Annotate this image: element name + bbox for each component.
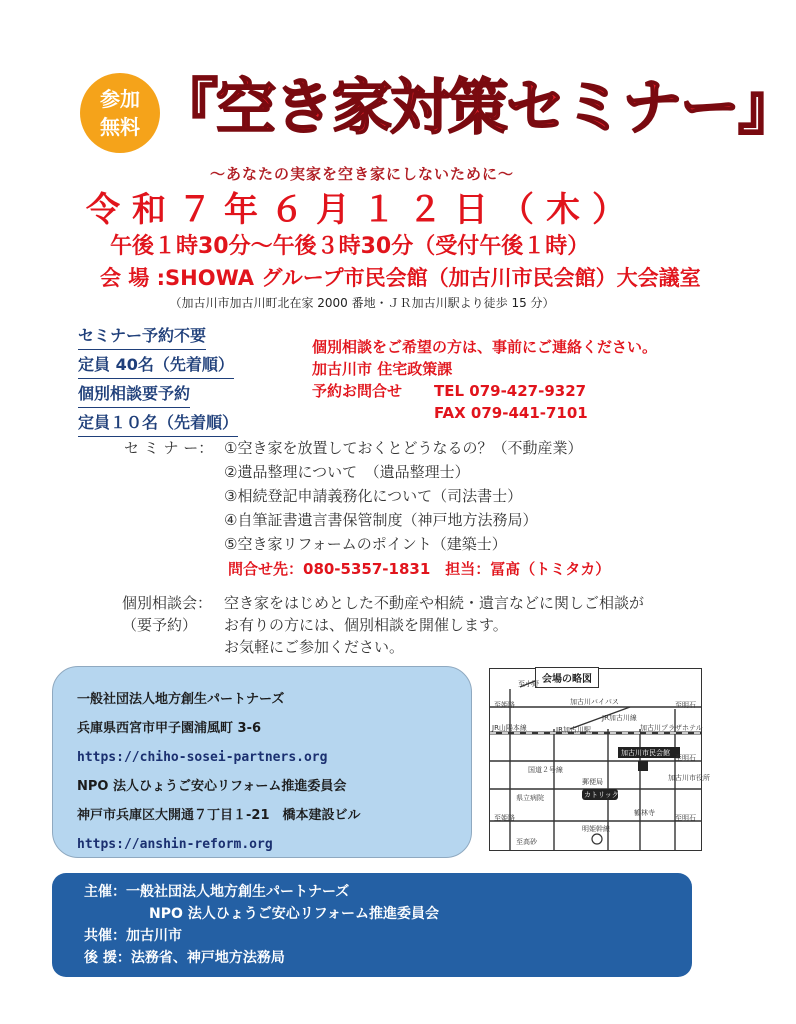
contact-fax: FAX 079-441-7101 [434,404,588,422]
host-1: 一般社団法人地方創生パートナーズ [126,884,350,900]
map-label: JR加古川駅 [556,726,591,734]
partner-line: 一般社団法人地方創生パートナーズ [77,692,285,707]
host-2: NPO 法人ひょうご安心リフォーム推進委員会 [149,906,440,922]
badge-line1: 参加 [100,87,140,111]
note-consult-reservation: 個別相談要予約 [78,381,190,408]
map-label: 加古川市民会館 [621,749,670,757]
partner-line: NPO 法人ひょうご安心リフォーム推進委員会 [77,779,347,794]
map-label: 至小野 [518,680,539,688]
seminar-label: セ ミ ナ ー： [124,439,214,457]
venue-map [489,668,710,851]
consult-line: お気軽にご参加ください。 [224,638,405,656]
seminar-item: ④自筆証書遺言書保管制度（神戸地方法務局） [224,511,538,529]
contact-tel: TEL 079-427-9327 [434,382,587,400]
map-label: 至明石 [675,754,696,762]
consult-line: お有りの方には、個別相談を開催します。 [224,616,508,634]
contact-info [312,336,712,424]
seminar-item: ②遺品整理について （遺品整理士） [224,463,470,481]
host-label: 主催： [84,884,126,900]
map-label: 加古川バイパス [570,698,619,706]
map-label: 加古川プラザホテル [640,724,703,732]
contact-label: 予約お問合せ [312,382,403,400]
map-label: 至姫路 [494,814,515,822]
map-label: 至明石 [675,701,696,709]
partner-url-link[interactable]: https://chiho-sosei-partners.org [77,750,328,765]
sponsor-box [52,873,692,977]
support-label: 後 援： [84,950,131,966]
event-venue: 会 場 :SHOWA グループ市民会館（加古川市民会館）大会議室 [100,266,701,290]
map-label: 明姫幹線 [582,825,610,833]
map-label: 鶴林寺 [634,809,655,817]
badge-line2: 無料 [100,115,140,139]
map-label: 加古川市役所 [668,774,710,782]
contact-intro: 個別相談をご希望の方は、事前にご連絡ください。 [312,338,658,356]
partners-box [52,666,472,858]
seminar-item: ①空き家を放置しておくとどうなるの？（不動産業） [224,439,583,457]
supporters: 法務省、神戸地方法務局 [130,950,285,966]
map-label: 至明石 [675,814,696,822]
venue-address: （加古川市加古川町北在家 2000 番地・ＪＲ加古川駅より徒歩 15 分） [169,296,555,310]
partner-line: 兵庫県西宮市甲子園浦風町 3-6 [77,721,262,736]
event-time: 午後１時30分～午後３時30分（受付午後１時） [110,234,590,259]
partner-url-link[interactable]: https://anshin-reform.org [77,837,273,852]
consult-label-note: （要予約） [122,616,198,634]
consult-line: 空き家をはじめとした不動産や相続・遺言などに関しご相談が [224,594,645,612]
note-seminar-no-reservation: セミナー予約不要 [78,323,206,350]
reservation-notes [78,323,238,439]
map-title: 会場の略図 [535,667,599,688]
map-label: 至姫路 [494,701,515,709]
cohost: 加古川市 [126,928,182,944]
note-seminar-capacity: 定員 40名（先着順） [78,352,234,379]
seminar-program [124,436,610,582]
map-label: 至高砂 [516,838,537,846]
free-admission-badge [80,73,160,153]
seminar-inquiry: 問合せ先：080-5357-1831 担当：冨髙（トミタカ） [228,560,611,578]
subtitle: ～あなたの実家を空き家にしないために～ [209,165,514,183]
map-label: カトリック教会 [584,791,633,799]
map-label: JR山陽本線 [492,724,527,732]
seminar-item: ⑤空き家リフォームのポイント（建築士） [224,535,507,553]
map-label: 郵便局 [582,778,603,786]
partner-line: 神戸市兵庫区大開通７丁目１-21 橋本建設ビル [77,808,361,823]
page-title: 『空き家対策セミナー』 [158,73,796,143]
contact-dept: 加古川市 住宅政策課 [312,360,453,378]
map-label: JR加古川線 [602,714,637,722]
map-label: 県立病院 [516,794,544,802]
consult-label: 個別相談会： [122,594,213,612]
map-label: 国道２号線 [528,766,563,774]
cohost-label: 共催： [84,928,126,944]
consultation-section [122,592,644,658]
event-date: 令和７年６月１２日（木） [86,190,638,230]
seminar-item: ③相続登記申請義務化について（司法書士） [224,487,523,505]
note-consult-capacity: 定員１０名（先着順） [78,410,238,437]
